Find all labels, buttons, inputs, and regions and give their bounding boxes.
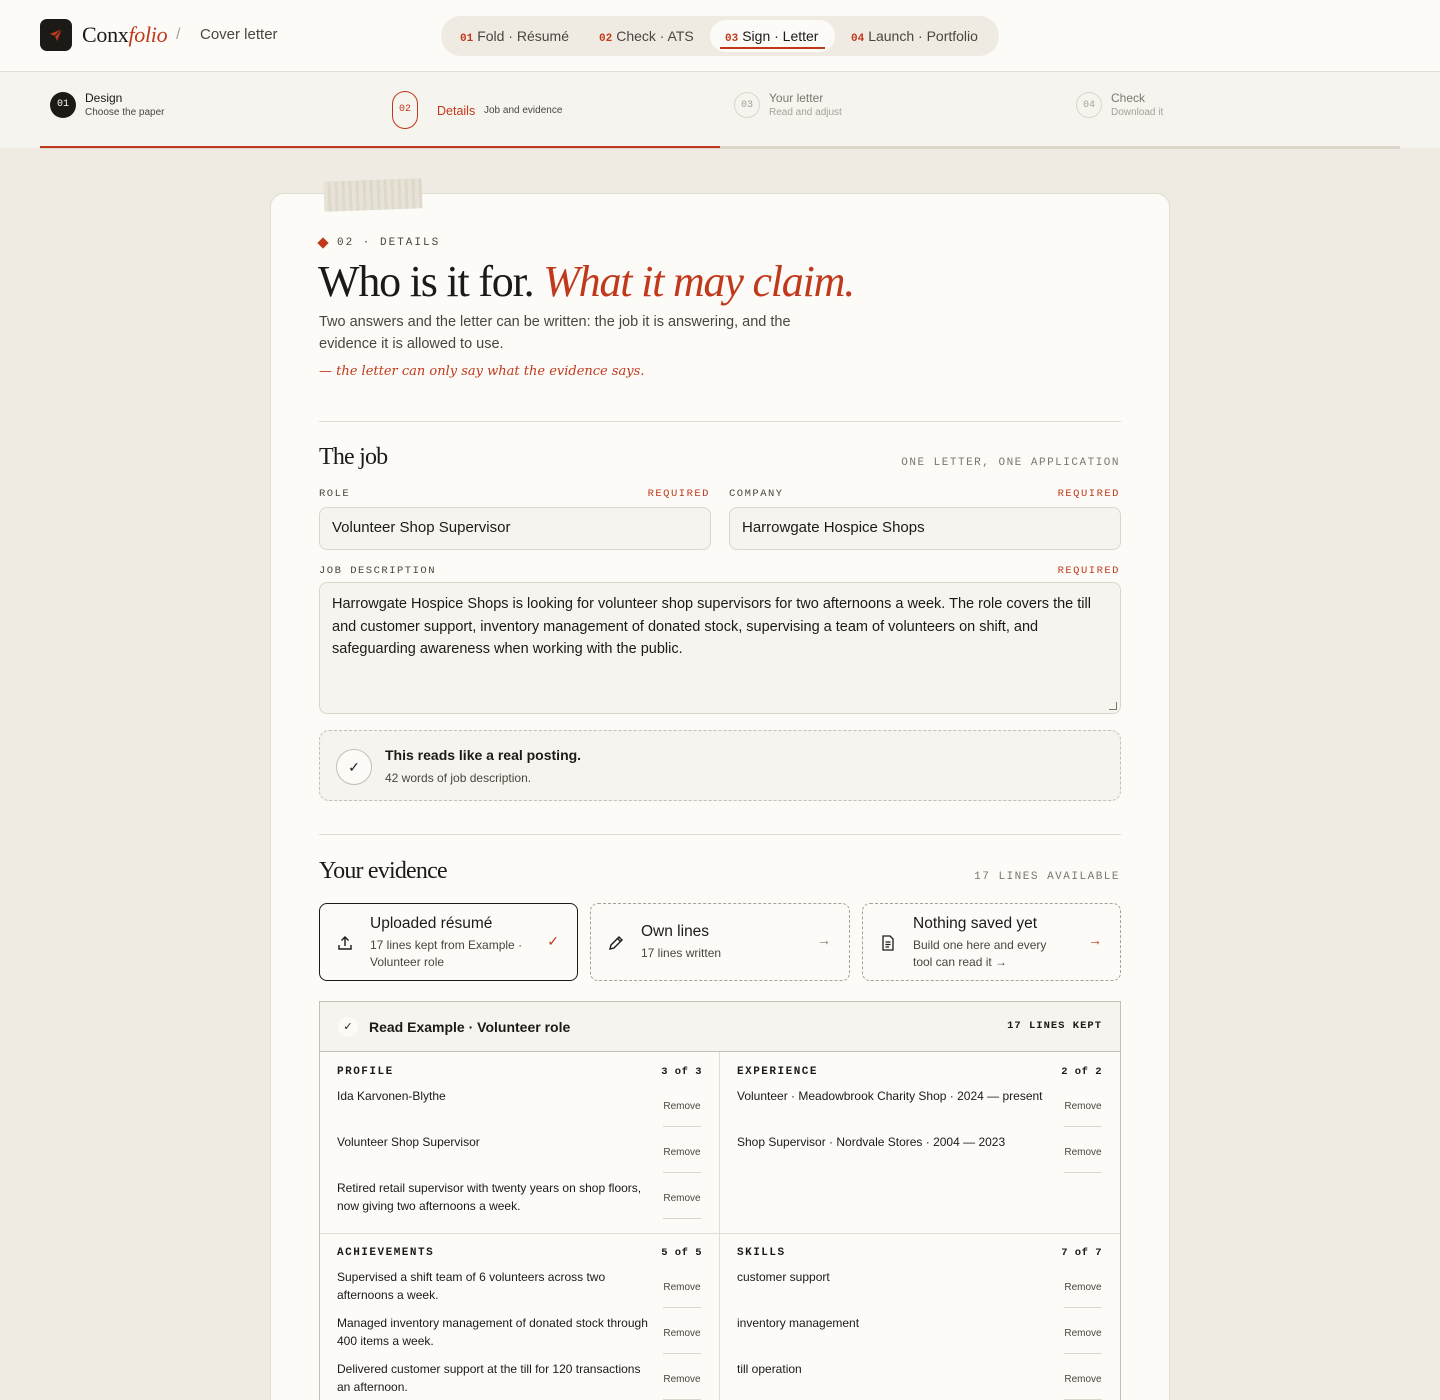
divider bbox=[663, 1126, 701, 1127]
remove-button[interactable]: Remove bbox=[1064, 1101, 1102, 1112]
evidence-line: Shop Supervisor · Nordvale Stores · 2004 — 2023 bbox=[737, 1135, 1006, 1149]
tool-tab-resume[interactable]: 01 Fold · Résumé bbox=[460, 28, 570, 45]
remove-button[interactable]: Remove bbox=[663, 1193, 701, 1204]
evidence-lines-kept: 17 LINES KEPT bbox=[1007, 1020, 1102, 1032]
divider bbox=[1064, 1307, 1102, 1308]
group-count-achievements: 5 of 5 bbox=[661, 1247, 702, 1259]
divider bbox=[1064, 1172, 1102, 1173]
group-count-skills: 7 of 7 bbox=[1061, 1247, 1102, 1259]
document-icon bbox=[879, 934, 897, 952]
divider bbox=[663, 1353, 701, 1354]
step-number: 04 bbox=[1076, 92, 1102, 118]
step-check[interactable] bbox=[1076, 72, 1376, 146]
divider bbox=[663, 1307, 701, 1308]
column-divider bbox=[719, 1052, 720, 1400]
logo[interactable] bbox=[40, 19, 72, 51]
group-count-profile: 3 of 3 bbox=[661, 1066, 702, 1078]
source-uploaded-resume[interactable] bbox=[319, 903, 578, 981]
company-label: COMPANY bbox=[729, 488, 784, 500]
company-input[interactable]: Harrowgate Hospice Shops bbox=[729, 507, 1121, 550]
section-meta-evidence: 17 LINES AVAILABLE bbox=[974, 871, 1120, 883]
remove-button[interactable]: Remove bbox=[663, 1101, 701, 1112]
tool-tab-letter[interactable]: 03 Sign · Letter bbox=[710, 20, 835, 52]
breadcrumb-current: Cover letter bbox=[200, 26, 278, 43]
remove-button[interactable]: Remove bbox=[663, 1282, 701, 1293]
tool-tab-ats[interactable]: 02 Check · ATS bbox=[599, 28, 694, 45]
source-subtitle: 17 lines kept from Example · Volunteer role bbox=[370, 938, 523, 969]
step-design[interactable] bbox=[50, 72, 350, 146]
source-subtitle: Build one here and every tool can read it → bbox=[913, 938, 1047, 969]
remove-button[interactable]: Remove bbox=[1064, 1328, 1102, 1339]
tool-tab-portfolio[interactable]: 04 Launch · Portfolio bbox=[851, 28, 978, 45]
remove-button[interactable]: Remove bbox=[663, 1374, 701, 1385]
pencil-icon bbox=[607, 934, 625, 952]
step-title: Check bbox=[1111, 91, 1146, 105]
active-tab-underline bbox=[720, 47, 825, 49]
paper-plane-icon bbox=[48, 27, 64, 43]
divider bbox=[663, 1172, 701, 1173]
row-divider bbox=[320, 1233, 1120, 1234]
evidence-line: Delivered customer support at the till for 120 transactions an afternoon. bbox=[337, 1362, 641, 1394]
posting-check-title: This reads like a real posting. bbox=[385, 747, 582, 763]
handwritten-note: — the letter can only say what the evidence says. bbox=[319, 364, 645, 379]
section-title-evidence: Your evidence bbox=[319, 858, 447, 884]
page-description: Two answers and the letter can be written: the job it is answering, and the evidence it is allowed to use. bbox=[319, 314, 791, 352]
resize-handle[interactable] bbox=[1109, 702, 1117, 710]
check-icon: ✓ bbox=[336, 749, 372, 785]
step-title: Your letter bbox=[769, 91, 824, 105]
divider bbox=[663, 1218, 701, 1219]
breadcrumb-separator: / bbox=[176, 26, 181, 43]
divider bbox=[319, 421, 1121, 422]
step-subtitle: Read and adjust bbox=[769, 107, 842, 118]
divider bbox=[1064, 1126, 1102, 1127]
role-input[interactable]: Volunteer Shop Supervisor bbox=[319, 507, 711, 550]
evidence-line: Volunteer · Meadowbrook Charity Shop · 2024 — present bbox=[737, 1089, 1043, 1103]
remove-button[interactable]: Remove bbox=[1064, 1147, 1102, 1158]
evidence-line: Volunteer Shop Supervisor bbox=[337, 1135, 480, 1149]
company-required-badge: REQUIRED bbox=[1057, 488, 1120, 500]
group-title-profile: PROFILE bbox=[337, 1066, 394, 1078]
evidence-panel bbox=[319, 1001, 1121, 1400]
section-meta-job: ONE LETTER, ONE APPLICATION bbox=[901, 457, 1120, 469]
brand-name[interactable]: Conxfolio bbox=[82, 22, 168, 47]
arrow-right-icon: → bbox=[1088, 932, 1102, 948]
source-subtitle: 17 lines written bbox=[641, 946, 722, 960]
source-title: Nothing saved yet bbox=[913, 915, 1038, 932]
evidence-line: Managed inventory management of donated stock through 400 items a week. bbox=[337, 1316, 648, 1348]
step-title: Details bbox=[437, 104, 476, 118]
step-subtitle: Download it bbox=[1111, 107, 1164, 118]
tape-decoration bbox=[324, 178, 423, 211]
tool-switcher bbox=[441, 16, 999, 56]
remove-button[interactable]: Remove bbox=[1064, 1282, 1102, 1293]
section-eyebrow: 02 · DETAILS bbox=[337, 237, 441, 249]
arrow-right-icon: → bbox=[817, 932, 831, 948]
divider bbox=[319, 834, 1121, 835]
page-title: Who is it for. What it may claim. bbox=[318, 257, 855, 306]
step-subtitle: Choose the paper bbox=[85, 107, 165, 118]
evidence-panel-header bbox=[320, 1002, 1120, 1052]
evidence-line: Supervised a shift team of 6 volunteers across two afternoons a week. bbox=[337, 1270, 606, 1302]
step-number: 01 bbox=[50, 92, 76, 118]
step-number: 03 bbox=[734, 92, 760, 118]
job-description-label: JOB DESCRIPTION bbox=[319, 565, 437, 577]
remove-button[interactable]: Remove bbox=[663, 1147, 701, 1158]
step-details[interactable] bbox=[392, 72, 692, 146]
evidence-panel-title: Read Example · Volunteer role bbox=[369, 1019, 571, 1035]
role-label: ROLE bbox=[319, 488, 351, 500]
evidence-line: till operation bbox=[737, 1362, 802, 1376]
source-title: Uploaded résumé bbox=[370, 915, 493, 932]
job-description-required-badge: REQUIRED bbox=[1057, 565, 1120, 577]
group-title-experience: EXPERIENCE bbox=[737, 1066, 819, 1078]
source-nothing-saved[interactable] bbox=[862, 903, 1121, 981]
posting-check bbox=[319, 730, 1121, 801]
checkmark-icon: ✓ bbox=[547, 933, 559, 949]
upload-icon bbox=[336, 934, 354, 952]
check-icon: ✓ bbox=[338, 1017, 358, 1037]
divider bbox=[1064, 1353, 1102, 1354]
evidence-line: Retired retail supervisor with twenty years on shop floors, now giving two afternoons a week. bbox=[337, 1181, 642, 1213]
top-bar bbox=[0, 0, 1440, 72]
source-title: Own lines bbox=[641, 923, 710, 940]
step-title: Design bbox=[85, 91, 123, 105]
remove-button[interactable]: Remove bbox=[663, 1328, 701, 1339]
group-title-achievements: ACHIEVEMENTS bbox=[337, 1247, 435, 1259]
source-own-lines[interactable] bbox=[590, 903, 850, 981]
group-count-experience: 2 of 2 bbox=[1061, 1066, 1102, 1078]
evidence-line: Ida Karvonen-Blythe bbox=[337, 1089, 446, 1103]
section-title-job: The job bbox=[319, 444, 388, 470]
step-subtitle: Job and evidence bbox=[484, 105, 563, 116]
remove-button[interactable]: Remove bbox=[1064, 1374, 1102, 1385]
evidence-line: customer support bbox=[737, 1270, 830, 1284]
step-number: 02 bbox=[392, 91, 418, 129]
evidence-line: inventory management bbox=[737, 1316, 860, 1330]
progress-fill bbox=[40, 146, 720, 148]
stepper bbox=[0, 72, 1440, 148]
job-description-text: Harrowgate Hospice Shops is looking for volunteer shop supervisors for two afternoons a week. The role covers the till and customer support, inventory management of donated stock, supervising a team of volunteers on shift, and safeguarding awareness when working with the public. bbox=[332, 596, 1091, 657]
role-required-badge: REQUIRED bbox=[647, 488, 710, 500]
group-title-skills: SKILLS bbox=[737, 1247, 786, 1259]
job-description-textarea[interactable] bbox=[319, 582, 1121, 714]
step-your-letter[interactable] bbox=[734, 72, 1034, 146]
posting-check-word-count: 42 words of job description. bbox=[385, 771, 532, 785]
